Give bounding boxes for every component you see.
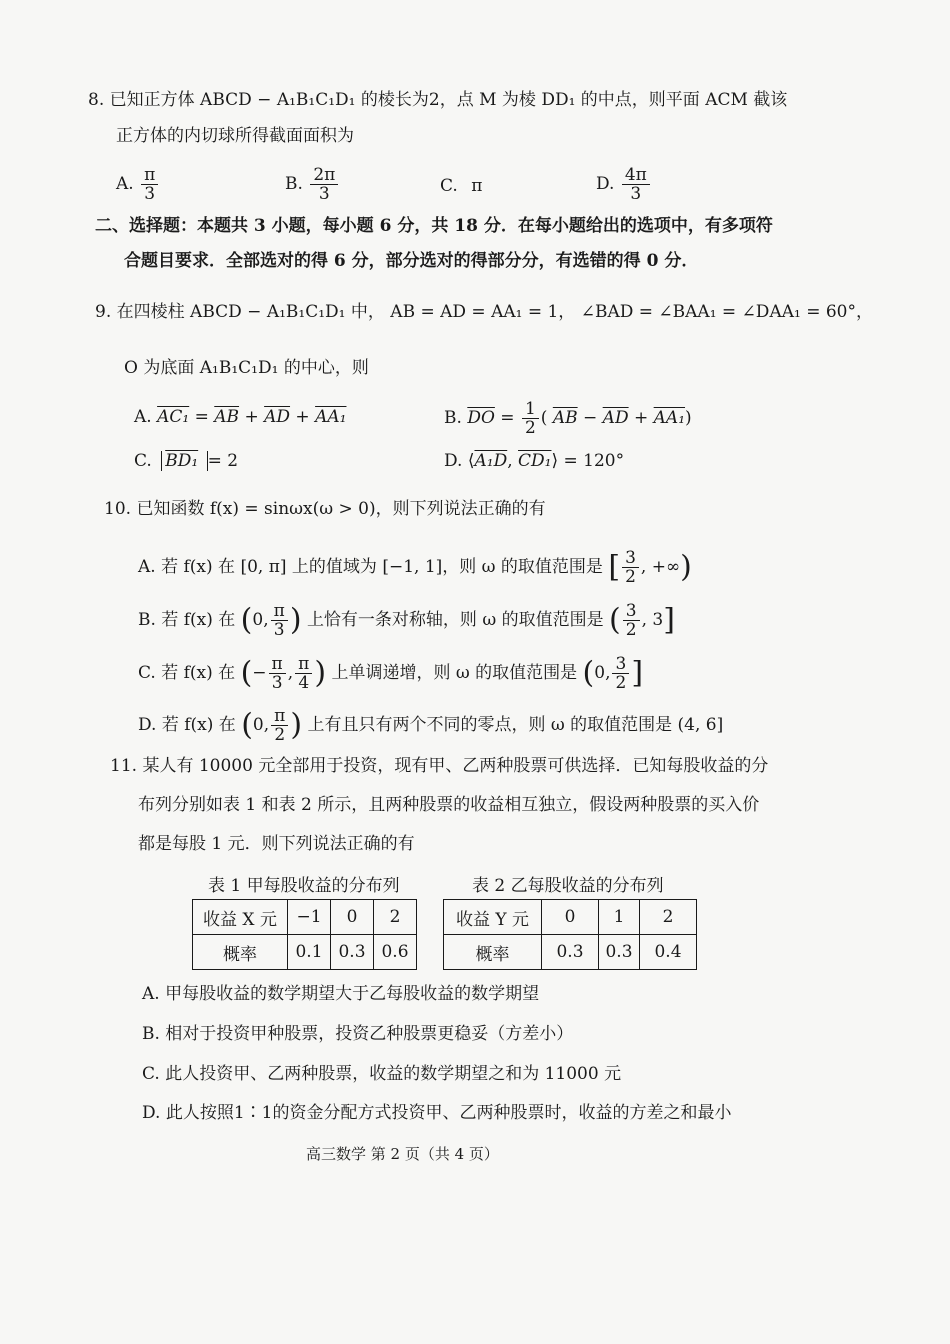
vector: BD₁ <box>165 451 199 471</box>
option-label: C. <box>134 451 152 471</box>
q10-option-b: B. 若 f(x) 在 (0, $\frac{\pi}{3}$ ) 上恰有一条对称轴，则 ω 的取值范围是 ( $\frac{3}{2}$ , 3] <box>138 601 675 640</box>
fraction: $\frac{1}{2}$ <box>522 400 539 437</box>
q9-option-c <box>134 449 238 473</box>
option-text: 若 f(x) 在 <box>161 663 236 683</box>
q11-number: 11. <box>110 756 138 776</box>
table-cell: 0.3 <box>599 935 640 970</box>
table-row <box>444 900 697 935</box>
vector: AA₁ <box>653 408 686 428</box>
option-label: B. <box>138 610 156 630</box>
q11-option-b: B. 相对于投资甲种股票，投资乙种股票更稳妥（方差小） <box>142 1024 574 1044</box>
table-cell: 收益 Y 元 <box>444 900 542 935</box>
option-text: 上有且只有两个不同的零点，则 ω 的取值范围是 <box>307 715 673 735</box>
q9-line1 <box>95 300 873 324</box>
table-cell: 收益 X 元 <box>193 900 288 935</box>
table-cell: 0 <box>542 900 599 935</box>
option-value: = 120° <box>563 451 625 471</box>
table-cell: 0 <box>331 900 374 935</box>
q10-option-d: D. 若 f(x) 在 (0, $\frac{\pi}{2}$ ) 上有且只有两个不同的零点，则 ω 的取值范围是 (4, 6] <box>138 706 724 745</box>
q10-stem-line <box>104 497 546 521</box>
q8-number: 8. <box>88 90 105 110</box>
q10-number: 10. <box>104 499 132 519</box>
vector: $\overline{AD}$ <box>264 407 291 427</box>
option-value: (4, 6] <box>677 715 724 735</box>
option-label: C. <box>138 663 156 683</box>
q8-option-d <box>596 166 652 203</box>
table-cell: −1 <box>288 900 331 935</box>
option-label: D. <box>596 174 615 194</box>
q8-line1 <box>88 88 787 112</box>
q10-stem: 已知函数 f(x) = sinωx(ω > 0)，则下列说法正确的有 <box>136 499 546 519</box>
q11-stem-line1: 某人有 10000 元全部用于投资，现有甲、乙两种股票可供选择．已知每股收益的分 <box>142 756 769 776</box>
fraction: $\frac{3}{2}$ <box>623 602 640 639</box>
vector: CD₁ <box>518 451 552 471</box>
distribution-table-1 <box>192 899 417 970</box>
vector: $\overline{AB}$ <box>552 408 578 428</box>
distribution-table-2 <box>443 899 697 970</box>
vector: AC₁ <box>157 407 190 427</box>
option-label: C. <box>440 176 458 196</box>
table-cell: 0.6 <box>374 935 417 970</box>
q8-stem-line1: 已知正方体 ABCD − A₁B₁C₁D₁ 的棱长为2，点 M 为棱 DD₁ 的中点，则平面 ACM 截该 <box>109 90 788 110</box>
q9-number: 9. <box>95 302 112 322</box>
table-cell: 0.3 <box>331 935 374 970</box>
option-label: B. <box>285 174 303 194</box>
table-row <box>444 935 697 970</box>
option-label: A. <box>138 557 156 577</box>
q8-stem-line2: 正方体的内切球所得截面面积为 <box>116 126 354 146</box>
table-row <box>193 900 417 935</box>
table2-caption: 表 2 乙每股收益的分布列 <box>472 876 664 896</box>
q9-stem-line1: 在四棱柱 ABCD − A₁B₁C₁D₁ 中， AB = AD = AA₁ = 1， ∠BAD = ∠BAA₁ = ∠DAA₁ = 60°， <box>116 302 873 322</box>
q10-option-c: C. 若 f(x) 在 (− $\frac{\pi}{3}$ , $\frac{\pi}{4}$ ) 上单调递增，则 ω 的取值范围是 (0, $\frac{3}{2}$ ] <box>138 654 644 693</box>
q9-option-b: B. $\overline{DO}$ = $\frac{1}{2}$ ( $\overline{AB} - \overline{AD} + AA_1$) <box>444 399 692 438</box>
table-cell: 概率 <box>193 935 288 970</box>
table-cell: 2 <box>374 900 417 935</box>
q11-stem-line3: 都是每股 1 元．则下列说法正确的有 <box>138 834 415 854</box>
fraction: $\frac{4\pi}{3}$ <box>622 166 650 203</box>
page-footer: 高三数学 第 2 页（共 4 页） <box>306 1145 499 1163</box>
option-text: 上恰有一条对称轴，则 ω 的取值范围是 <box>306 610 604 630</box>
table1-caption: 表 1 甲每股收益的分布列 <box>208 876 400 896</box>
section2-heading-line2: 合题目要求．全部选对的得 6 分，部分选对的得部分分，有选错的得 0 分． <box>124 251 699 271</box>
q11-line1 <box>110 754 768 778</box>
table-cell: 概率 <box>444 935 542 970</box>
table-row <box>193 935 417 970</box>
q9-stem-line2: O 为底面 A₁B₁C₁D₁ 的中心，则 <box>124 358 369 378</box>
q8-option-b <box>285 166 340 203</box>
table-cell: 1 <box>599 900 640 935</box>
fraction: $\frac{2\pi}{3}$ <box>310 166 338 203</box>
option-value: = 2 <box>207 451 239 471</box>
q9-option-d: D. ⟨A₁D, CD₁⟩ = 120° <box>444 451 625 471</box>
option-text: 上单调递增，则 ω 的取值范围是 <box>331 663 578 683</box>
table-cell: 0.1 <box>288 935 331 970</box>
fraction: $\frac{\pi}{3}$ <box>141 166 158 203</box>
fraction: $\frac{\pi}{3}$ <box>271 602 288 639</box>
option-label: A. <box>116 174 134 194</box>
option-value: π <box>471 176 483 196</box>
q10-option-a: A. 若 f(x) 在 [0, π] 上的值域为 [−1, 1]，则 ω 的取值范围是 [ $\frac{3}{2}$ , +∞) <box>138 548 692 587</box>
fraction: $\frac{3}{2}$ <box>622 549 639 586</box>
q11-option-a: A. 甲每股收益的数学期望大于乙每股收益的数学期望 <box>142 984 540 1004</box>
q8-option-a <box>116 166 160 203</box>
vector: AA₁ <box>315 407 347 427</box>
table-cell: 2 <box>640 900 697 935</box>
option-label: D. <box>444 451 463 471</box>
fraction: $\frac{3}{2}$ <box>612 655 629 692</box>
option-label: D. <box>138 715 157 735</box>
option-text: 若 f(x) 在 <box>161 610 236 630</box>
option-label: A. <box>134 407 152 427</box>
q8-option-c <box>440 174 482 198</box>
vector: A₁D <box>474 451 508 471</box>
option-text: 若 f(x) 在 <box>161 715 236 735</box>
table-cell: 0.3 <box>542 935 599 970</box>
vector: $\overline{AD}$ <box>602 408 629 428</box>
q11-option-c: C. 此人投资甲、乙两种股票，收益的数学期望之和为 11000 元 <box>142 1064 622 1084</box>
q11-option-d: D. 此人按照1∶1的资金分配方式投资甲、乙两种股票时，收益的方差之和最小 <box>142 1103 732 1123</box>
fraction: $\frac{\pi}{2}$ <box>271 707 288 744</box>
vector: $\overline{AB}$ <box>214 407 240 427</box>
fraction: $\frac{\pi}{3}$ <box>269 655 286 692</box>
option-text: 若 f(x) 在 [0, π] 上的值域为 [−1, 1]，则 ω 的取值范围是 <box>161 557 603 577</box>
section2-heading-line1: 二、选择题：本题共 3 小题，每小题 6 分，共 18 分．在每小题给出的选项中，有多项符 <box>95 216 773 236</box>
vector: $\overline{DO}$ <box>467 408 495 428</box>
q11-stem-line2: 布列分别如表 1 和表 2 所示，且两种股票的收益相互独立，假设两种股票的买入价 <box>138 795 760 815</box>
table-cell: 0.4 <box>640 935 697 970</box>
q9-option-a: A. $AC_1 = \overline{AB} + \overline{AD} + AA_1$ <box>134 407 347 427</box>
fraction: $\frac{\pi}{4}$ <box>295 655 312 692</box>
option-label: B. <box>444 408 462 428</box>
